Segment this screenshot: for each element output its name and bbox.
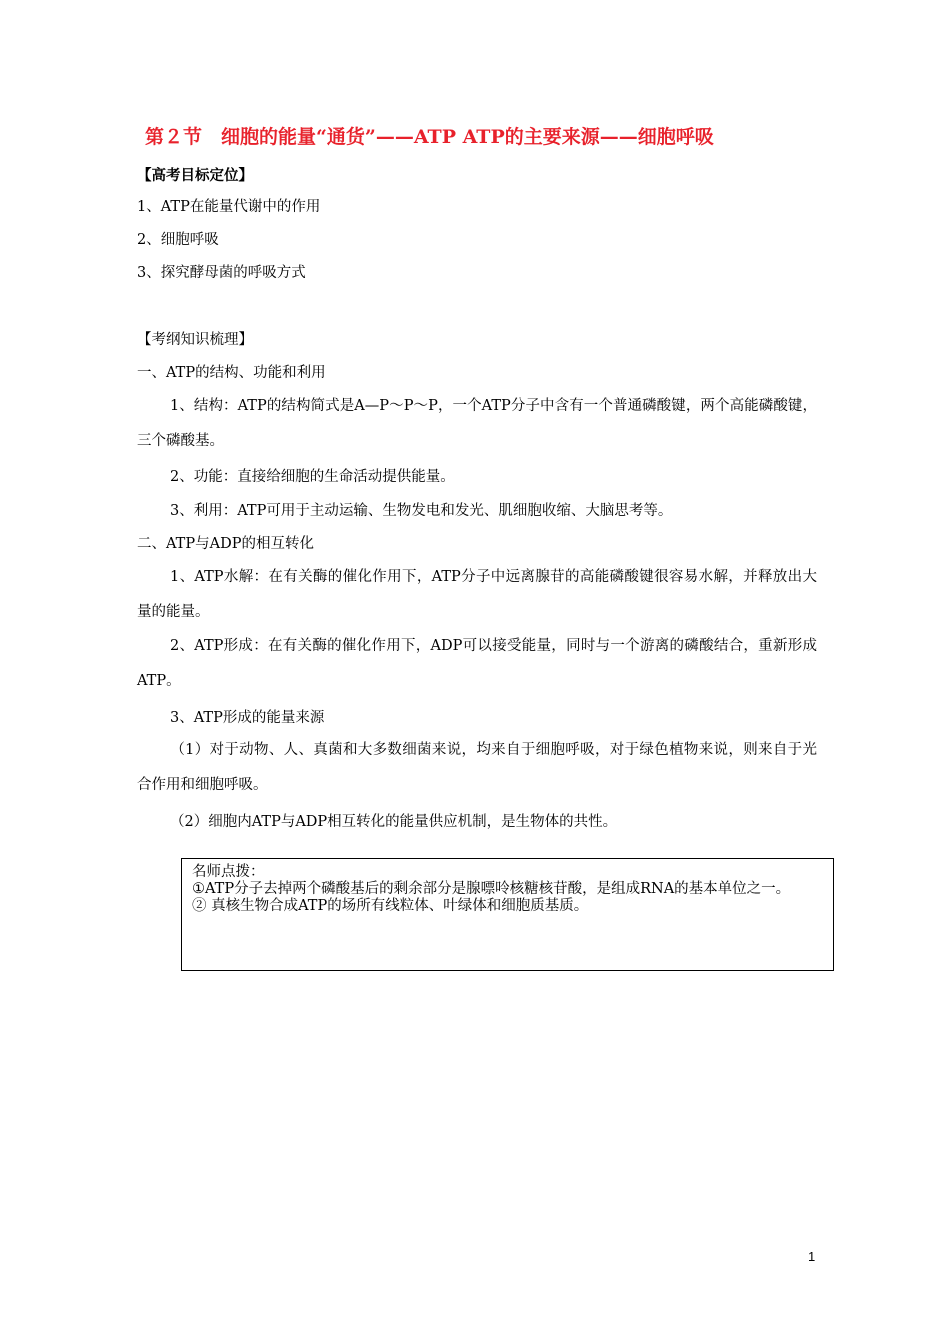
section-title: 二、ATP与ADP的相互转化 (137, 536, 314, 552)
tip-box (181, 858, 834, 971)
paragraph: （2）细胞内ATP与ADP相互转化的能量供应机制，是生物体的共性。 (170, 814, 618, 830)
paragraph (137, 560, 817, 630)
goals-heading: 【高考目标定位】 (137, 167, 253, 184)
outline-heading: 【考纲知识梳理】 (137, 332, 253, 348)
paragraph-text: 2、ATP形成：在有关酶的催化作用下，ADP可以接受能量，同时与一个游离的磷酸结合，重新形成ATP。 (137, 638, 817, 689)
tip-item: ② 真核生物合成ATP的场所有线粒体、叶绿体和细胞质基质。 (192, 898, 589, 914)
paragraph (137, 629, 817, 699)
paragraph: 3、利用：ATP可用于主动运输、生物发电和发光、肌细胞收缩、大脑思考等。 (170, 503, 673, 519)
paragraph (137, 733, 817, 803)
goal-item: 1、ATP在能量代谢中的作用 (137, 199, 321, 215)
page-title: 第２节 细胞的能量“通货”——ATP ATP的主要来源——细胞呼吸 (145, 126, 714, 148)
tip-heading: 名师点拨： (192, 864, 265, 880)
paragraph-text: 1、结构：ATP的结构简式是A—P～P～P，一个ATP分子中含有一个普通磷酸键，两个高能磷酸键，三个磷酸基。 (137, 398, 817, 449)
section-title: 一、ATP的结构、功能和利用 (137, 365, 326, 381)
paragraph-text: 1、ATP水解：在有关酶的催化作用下，ATP分子中远离腺苷的高能磷酸键很容易水解，并释放出大量的能量。 (137, 569, 817, 620)
goal-item: 3、探究酵母菌的呼吸方式 (137, 265, 306, 281)
paragraph (137, 389, 817, 459)
paragraph: 3、ATP形成的能量来源 (170, 710, 325, 726)
tip-item: ①ATP分子去掉两个磷酸基后的剩余部分是腺嘌呤核糖核苷酸，是组成RNA的基本单位之一。 (192, 881, 791, 897)
paragraph-text: （1）对于动物、人、真菌和大多数细菌来说，均来自于细胞呼吸，对于绿色植物来说，则来自于光合作用和细胞呼吸。 (137, 742, 817, 793)
paragraph: 2、功能：直接给细胞的生命活动提供能量。 (170, 469, 455, 485)
goal-item: 2、细胞呼吸 (137, 232, 219, 248)
page-number: 1 (808, 1249, 816, 1264)
